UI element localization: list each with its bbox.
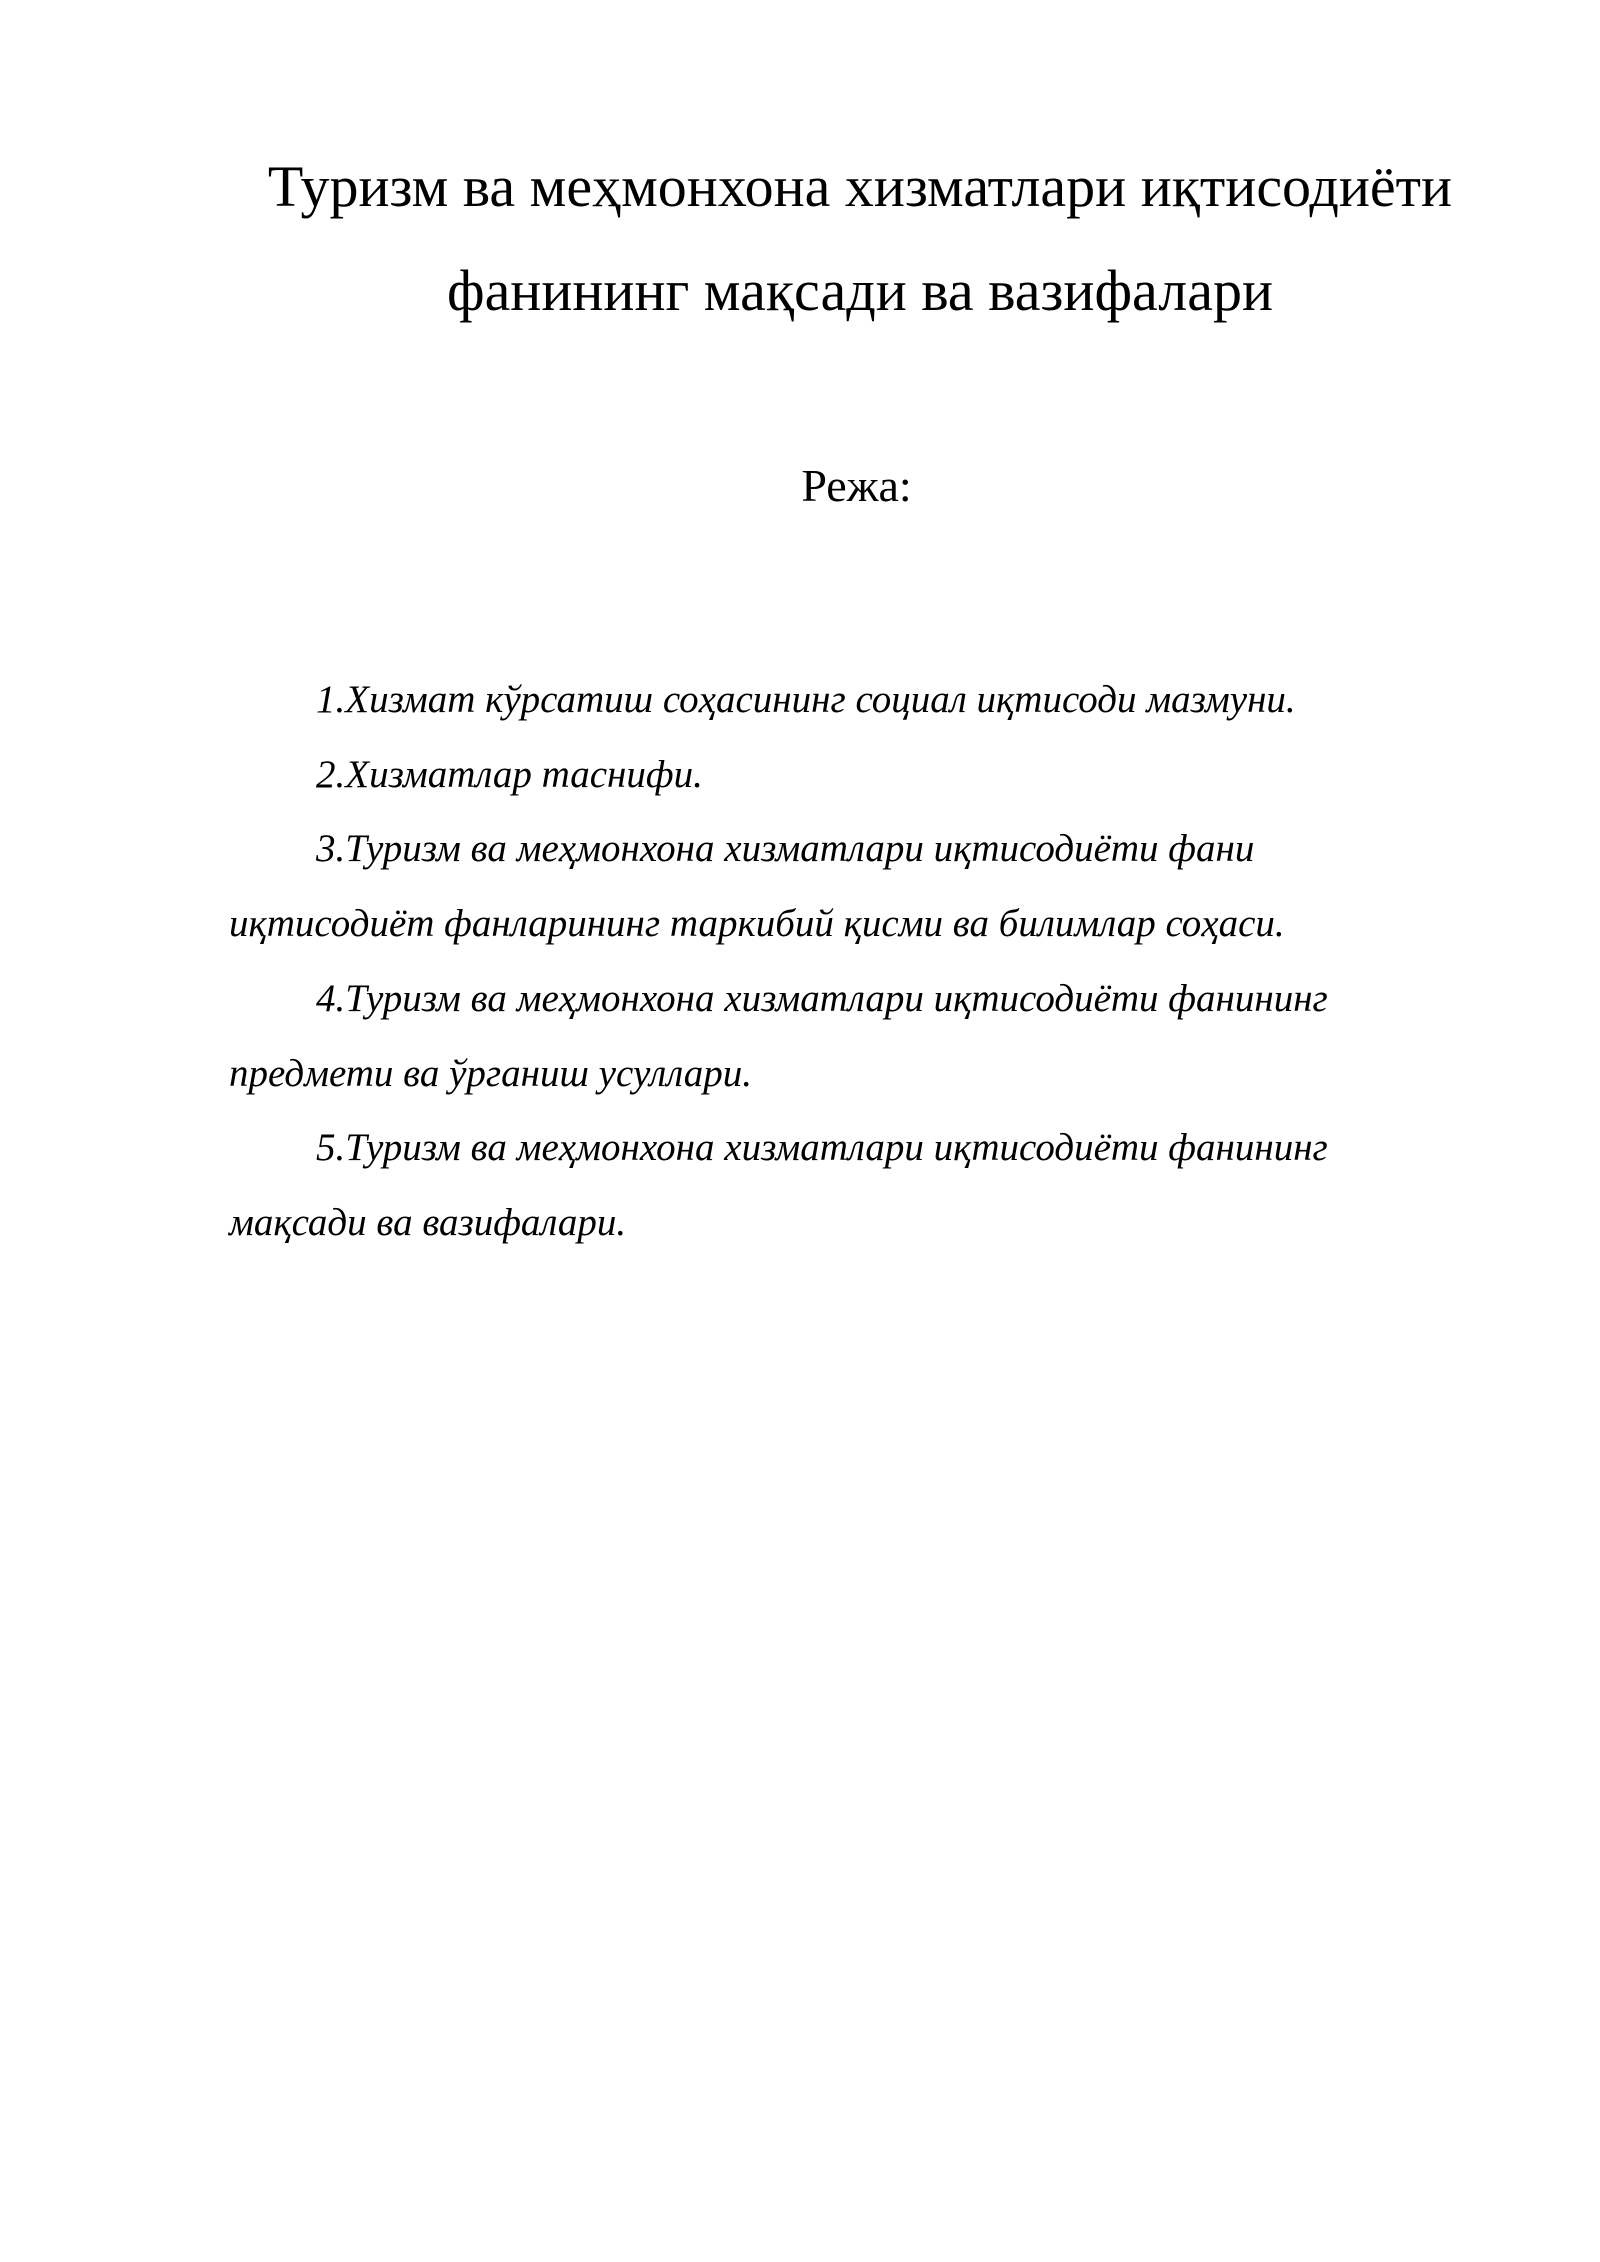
plan-item-3-line-2: иқтисодиёт фанларининг таркибий қисми ва билимлар соҳаси.	[229, 902, 1285, 945]
plan-item-2-line-1: 2.Хизматлар таснифи.	[316, 753, 703, 796]
document-title-line-2: фанининг мақсади ва вазифалари	[446, 258, 1274, 323]
plan-item-5-line-1: 5.Туризм ва меҳмонхона хизматлари иқтисодиёти фанининг	[316, 1126, 1328, 1169]
plan-item-5-line-2: мақсади ва вазифалари.	[229, 1201, 627, 1244]
plan-heading: Режа:	[801, 460, 912, 511]
plan-item-4-line-2: предмети ва ўрганиш усуллари.	[229, 1052, 752, 1095]
plan-item-4-line-1: 4.Туризм ва меҳмонхона хизматлари иқтисодиёти фанининг	[316, 977, 1328, 1020]
plan-item-1-line-1: 1.Хизмат кўрсатиш соҳасининг социал иқтисоди мазмуни.	[316, 678, 1296, 721]
plan-item-3-line-1: 3.Туризм ва меҳмонхона хизматлари иқтисодиёти фани	[316, 827, 1255, 870]
document-title-line-1: Туризм ва меҳмонхона хизматлари иқтисодиёти	[267, 154, 1453, 219]
